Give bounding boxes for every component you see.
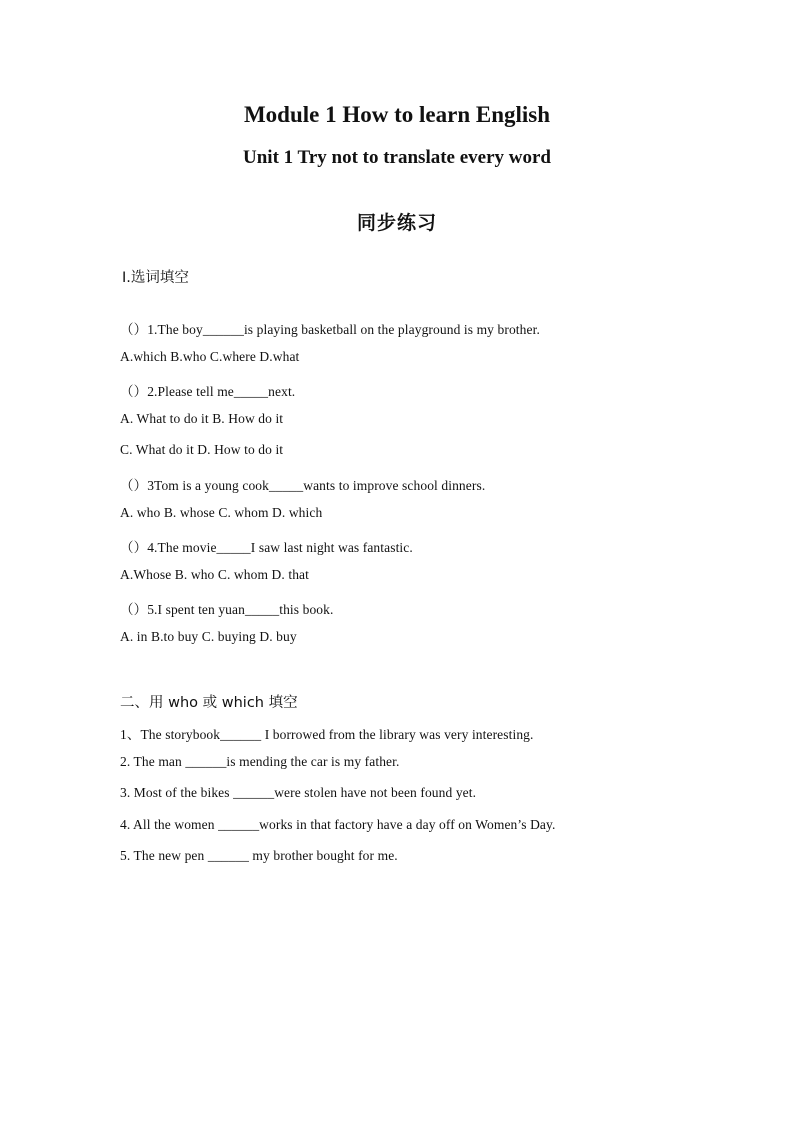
module-title: Module 1 How to learn English [243, 102, 551, 127]
fill-in-1: 1、The storybook______ I borrowed from the library was very interesting. [120, 727, 534, 742]
question-3-options: A. who B. whose C. whom D. which [120, 505, 323, 520]
fill-in-5: 5. The new pen ______ my brother bought for me. [120, 848, 398, 863]
question-1-options: A.which B.who C.where D.what [120, 349, 300, 364]
fill-in-2: 2. The man ______is mending the car is my father. [120, 754, 400, 769]
question-1: （）1.The boy______is playing basketball on the playground is my brother. [120, 322, 540, 337]
fill-in-4: 4. All the women ______works in that factory have a day off on Women’s Day. [120, 817, 556, 832]
fill-in-3: 3. Most of the bikes ______were stolen have not been found yet. [120, 785, 477, 800]
section-2-heading: 二、用 who 或 which 填空 [120, 695, 298, 711]
question-2: （）2.Please tell me_____next. [120, 384, 296, 399]
worksheet-subtitle: 同步练习 [356, 212, 437, 234]
question-5-options: A. in B.to buy C. buying D. buy [120, 629, 297, 644]
question-3: （）3Tom is a young cook_____wants to improve school dinners. [120, 478, 486, 493]
section-1-heading: Ⅰ.选词填空 [122, 270, 189, 286]
unit-title: Unit 1 Try not to translate every word [243, 147, 551, 168]
question-5: （）5.I spent ten yuan_____this book. [120, 602, 334, 617]
question-4-options: A.Whose B. who C. whom D. that [120, 567, 309, 582]
question-2-options-a-b: A. What to do it B. How do it [120, 411, 284, 426]
question-4: （）4.The movie_____I saw last night was fantastic. [120, 540, 413, 555]
question-2-options-c-d: C. What do it D. How to do it [120, 442, 284, 457]
